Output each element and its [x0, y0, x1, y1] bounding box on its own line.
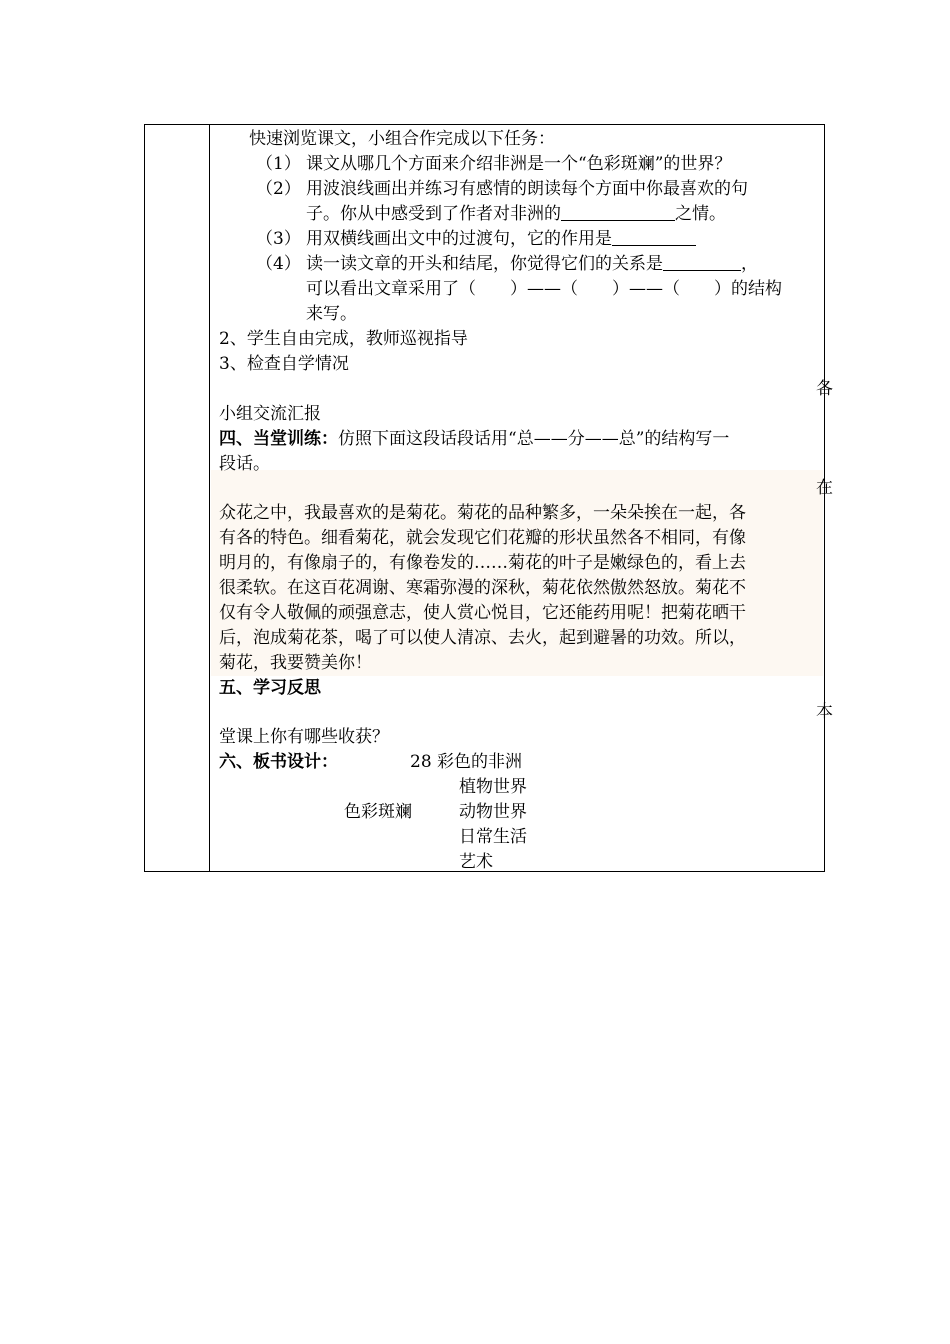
task-4-text-a: 读一读文章的开头和结尾，你觉得它们的关系是 [306, 254, 663, 274]
task-3-text-line [306, 227, 696, 252]
column-divider [209, 125, 210, 871]
task-4-number: （4） [256, 254, 301, 274]
stray-char-2: 在 [816, 478, 833, 498]
section-5-heading: 五、学习反思 [219, 678, 321, 698]
fill-blank[interactable] [612, 227, 696, 246]
task-4-text-line [306, 252, 758, 277]
task-1-number: （1） [256, 154, 301, 174]
section-5-text: 堂课上你有哪些收获？ [219, 727, 389, 747]
board-item: 植物世界 [459, 777, 527, 797]
task-2-text-line2 [306, 202, 726, 227]
step-2: 2、学生自由完成，教师巡视指导 [219, 329, 468, 349]
passage-line: 有各的特色。细看菊花，就会发现它们花瓣的形状虽然各不相同，有像 [219, 528, 746, 548]
fill-blank[interactable] [561, 202, 675, 221]
step-3: 3、检查自学情况 [219, 354, 349, 374]
section-4-text-line2: 段话。 [219, 454, 270, 474]
section-6-heading: 六、板书设计： [219, 752, 338, 772]
stray-char-1: 各 [816, 379, 833, 399]
passage-line: 后，泡成菊花茶，喝了可以使人清凉、去火，起到避暑的功效。所以， [219, 628, 746, 648]
task-3-number: （3） [256, 229, 301, 249]
task-2-text-b: 之情。 [675, 204, 726, 224]
task-4-text-line2: 可以看出文章采用了（ ）——（ ）——（ ）的结构 [306, 279, 782, 299]
task-2-number: （2） [256, 179, 301, 199]
board-center: 色彩斑斓 [344, 802, 412, 822]
section-4-line [219, 427, 729, 452]
group-report: 小组交流汇报 [219, 404, 321, 424]
passage-line: 明月的，有像扇子的，有像卷发的……菊花的叶子是嫩绿色的，看上去 [219, 553, 746, 573]
board-item: 日常生活 [459, 827, 527, 847]
fill-blank[interactable] [663, 252, 741, 271]
task-2-text-a: 子。你从中感受到了作者对非洲的 [306, 204, 561, 224]
board-title: 28 彩色的非洲 [410, 752, 523, 772]
intro-text: 快速浏览课文，小组合作完成以下任务： [249, 129, 555, 149]
section-4-text: 仿照下面这段话段话用“总——分——总”的结构写一 [338, 429, 730, 449]
task-2-text: 用波浪线画出并练习有感情的朗读每个方面中你最喜欢的句 [306, 179, 748, 199]
stray-char-3: 本 [816, 702, 833, 722]
task-4-text-line3: 来写。 [306, 304, 357, 324]
passage-line: 仅有令人敬佩的顽强意志，使人赏心悦目，它还能药用呢！把菊花晒干 [219, 603, 746, 623]
passage-line: 菊花，我要赞美你！ [219, 653, 372, 673]
section-4-heading: 四、当堂训练： [219, 429, 338, 449]
passage-line: 众花之中，我最喜欢的是菊花。菊花的品种繁多，一朵朵挨在一起，各 [219, 503, 746, 523]
task-3-text: 用双横线画出文中的过渡句，它的作用是 [306, 229, 612, 249]
passage-line: 很柔软。在这百花凋谢、寒霜弥漫的深秋，菊花依然傲然怒放。菊花不 [219, 578, 746, 598]
board-item: 动物世界 [459, 802, 527, 822]
task-1-text: 课文从哪几个方面来介绍非洲是一个“色彩斑斓”的世界？ [306, 154, 732, 174]
board-item: 艺术 [459, 852, 493, 872]
task-4-text-b: ， [741, 254, 758, 274]
